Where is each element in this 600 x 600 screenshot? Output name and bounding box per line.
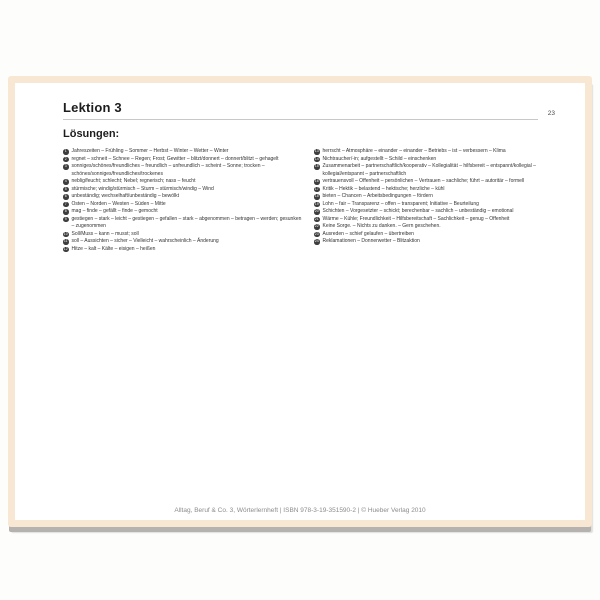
answer-item xyxy=(63,231,304,239)
answer-item xyxy=(63,193,304,201)
answer-item xyxy=(314,238,555,246)
answer-text: Reklamationen – Donnerwetter – Blitzaktion xyxy=(322,238,420,244)
answer-number-badge: 22 xyxy=(314,224,319,228)
answer-number-badge: 21 xyxy=(314,216,319,221)
answer-text: Keine Sorge. – Nichts zu danken. – Gern geschehen. xyxy=(322,223,441,229)
answer-number-badge: 13 xyxy=(314,149,319,153)
answer-text: Zusammenarbeit – partnerschaftlich/kooperativ – Kollegialität – hilfsbereit – entspannt/kollegial – kollegial/entspannt – partnerschaftlich xyxy=(322,163,536,177)
answer-number-badge: 6 xyxy=(64,194,67,198)
answer-number-badge: 14 xyxy=(314,156,319,161)
answer-number-badge: 20 xyxy=(314,209,319,213)
answer-text: Jahreszeiten – Frühling – Sommer – Herbst – Winter – Wetter – Winter xyxy=(71,148,229,154)
answer-item xyxy=(314,223,555,231)
page-header xyxy=(63,100,555,120)
answer-item xyxy=(63,201,304,209)
answer-number-badge: 12 xyxy=(63,246,68,251)
answer-text: regnet – schneit – Schnee – Regen; Frost; Gewitter – blitzt/donnert – donnert/blitzt – gehagelt xyxy=(71,155,279,162)
answer-number-badge: 3 xyxy=(64,164,67,168)
answer-number-badge: 9 xyxy=(64,216,67,221)
page-number: 23 xyxy=(547,110,555,117)
page-sheet xyxy=(15,83,585,520)
answer-text: Schichten – Vorgesetzter – schickt; berechenbar – sachlich – unbeständig – emotional xyxy=(322,208,514,214)
answer-item xyxy=(314,186,555,194)
answer-text: Kritik – Hektik – belastend – hektische; herzliche – kühl xyxy=(322,185,445,192)
answer-text: neblig/feucht; schlecht; Nebel; regnerisch; nass – feucht xyxy=(71,178,196,184)
answer-item xyxy=(63,148,304,156)
answer-item xyxy=(314,208,555,216)
answer-item xyxy=(314,216,555,224)
answer-text: gestiegen – stark – leicht – gestiegen – gefallen – stark – abgenommen – betragen – werden; gesunken – zugenommen xyxy=(71,215,302,229)
answer-text: mag – finde – gefällt – finde – gemocht xyxy=(71,208,158,214)
answer-number-badge: 17 xyxy=(314,186,319,191)
workbook-page-card xyxy=(8,76,592,527)
answers-column-left xyxy=(63,148,304,253)
answer-item xyxy=(63,156,304,164)
answer-text: Wärme – Kühle; Freundlichkeit – Hilfsbereitschaft – Sachlichkeit – genug – Offenheit xyxy=(322,215,510,222)
answer-text: Soll/Muss – kann – musst; soll xyxy=(71,230,139,237)
answer-text: Lohn – fair – Transparenz – offen – transparent; Initiative – Beurteilung xyxy=(322,200,479,207)
answer-item xyxy=(63,186,304,194)
page-title: Lektion 3 xyxy=(63,100,122,115)
answer-number-badge: 11 xyxy=(63,239,68,243)
answer-item xyxy=(314,231,555,239)
answer-number-badge: 10 xyxy=(63,231,68,236)
answer-item xyxy=(314,156,555,164)
answer-text: Ausreden – schief gelaufen – übertreiben xyxy=(322,230,414,237)
answer-number-badge: 7 xyxy=(64,201,67,206)
answer-text: vertrauensvoll – Offenheit – persönlichen – Vertrauen – sachliche; führt – autoritär – formell xyxy=(322,178,525,184)
header-rule xyxy=(63,100,538,120)
answer-text: Osten – Norden – Westen – Süden – Mitte xyxy=(71,200,166,207)
answer-number-badge: 5 xyxy=(64,186,67,191)
answer-number-badge: 8 xyxy=(64,209,67,213)
answer-text: soll – Aussichten – sicher – Vielleicht – wahrscheinlich – Änderung xyxy=(71,238,219,244)
answer-item xyxy=(314,201,555,209)
answer-item xyxy=(63,208,304,216)
answer-text: herrscht – Atmosphäre – einander – einander – Betriebs – ist – verbessern – Klima xyxy=(322,148,506,154)
answer-item xyxy=(314,148,555,156)
answer-number-badge: 24 xyxy=(314,239,319,243)
answers-column-right xyxy=(314,148,555,253)
answer-number-badge: 23 xyxy=(314,231,319,236)
answer-item xyxy=(63,238,304,246)
answer-text: Hitze – kalt – Kälte – eisigen – heißen xyxy=(71,245,156,252)
answer-number-badge: 2 xyxy=(64,156,67,161)
answer-number-badge: 18 xyxy=(314,194,319,198)
answer-number-badge: 15 xyxy=(314,164,319,168)
footer-imprint: Alltag, Beruf & Co. 3, Wörterlernheft | ISBN 978-3-19-351590-2 | © Hueber Verlag 2010 xyxy=(174,507,426,514)
answer-item xyxy=(314,163,555,178)
answer-number-badge: 19 xyxy=(314,201,319,206)
answer-text: stürmische; windig/stürmisch – Sturm – stürmisch/windig – Wind xyxy=(71,185,214,192)
answer-item xyxy=(63,246,304,254)
answer-item xyxy=(63,178,304,186)
solutions-heading: Lösungen: xyxy=(63,128,120,140)
answer-number-badge: 16 xyxy=(314,179,319,183)
answer-item xyxy=(63,216,304,231)
answer-item xyxy=(314,193,555,201)
answer-item xyxy=(63,163,304,178)
answer-item xyxy=(314,178,555,186)
answers-columns xyxy=(63,148,555,253)
answer-text: bieten – Chancen – Arbeitsbedingungen – fördern xyxy=(322,193,433,199)
answer-text: Nichtraucher/-in; aufgestellt – Schild – einschenken xyxy=(322,155,437,162)
answer-number-badge: 1 xyxy=(64,149,67,153)
answer-text: unbeständig; wechselhaft/unbeständig – bewölkt xyxy=(71,193,180,199)
answer-number-badge: 4 xyxy=(64,179,67,183)
answer-text: sonniges/schönes/freundliches – freundlich – unfreundlich – scheint – Sonne; trocken – schönes/sonniges/freundliches/trockenes xyxy=(71,163,265,177)
